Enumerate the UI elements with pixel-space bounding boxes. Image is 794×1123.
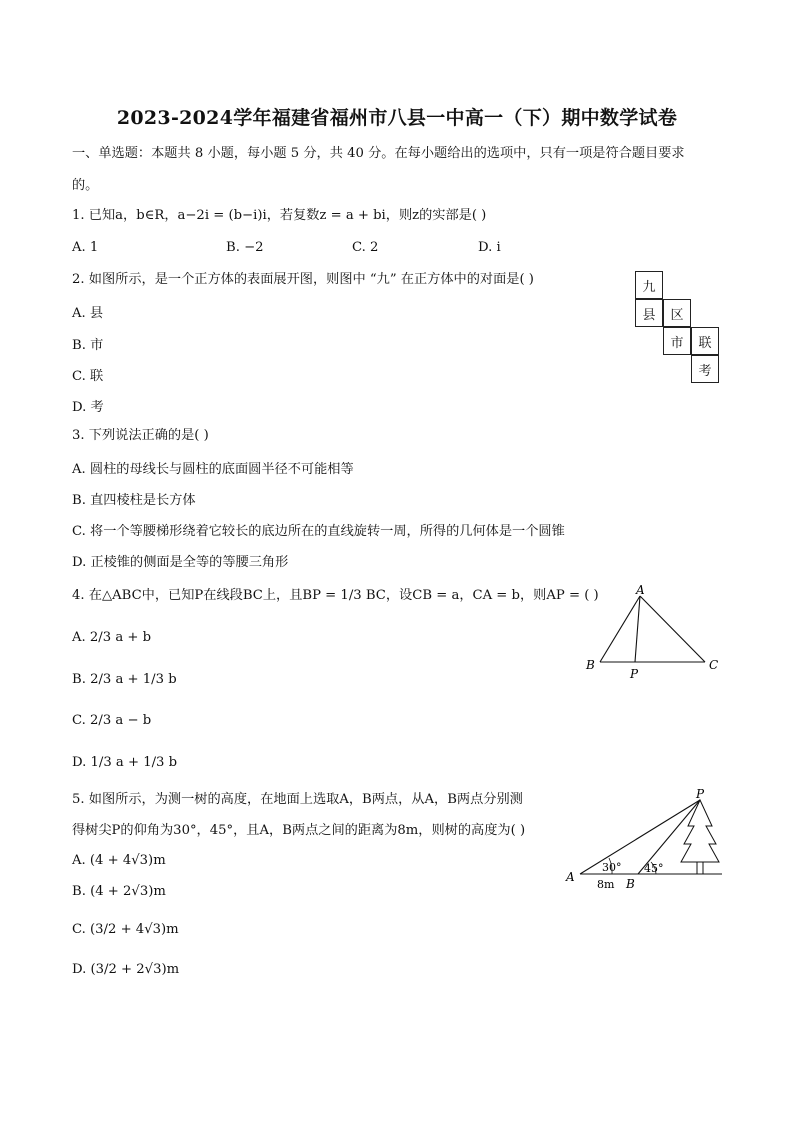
q3-option-c: C. 将一个等腰梯形绕着它较长的底边所在的直线旋转一周，所得的几何体是一个圆锥 [72,524,565,539]
q3-option-b: B. 直四棱柱是长方体 [72,493,196,508]
q4-option-c: C. 2/3 a − b [72,713,152,728]
q1-option-a: A. 1 [72,240,99,255]
q5-option-a: A. (4 + 4√3)m [72,853,166,868]
section-header [72,145,685,163]
section-header-line2: 的。 [72,178,99,193]
q1-option-d: D. i [478,240,501,255]
side-ac [640,596,705,662]
label-b: B [586,658,595,672]
q3-option-d: D. 正棱锥的侧面是全等的等腰三角形 [72,555,289,570]
net-cell-5: 联 [691,327,719,355]
side-ab [600,596,640,662]
q2-option-a: A. 县 [72,306,104,321]
label-p: P [696,787,705,801]
sight-line-a [580,800,700,874]
angle-45-label: 45° [644,862,664,875]
net-cell-6: 考 [691,355,719,383]
section-header-line1: 一、单选题：本题共 8 小题，每小题 5 分，共 40 分。在每小题给出的选项中，只有一项是符合题目要求 [72,146,685,161]
tree-height-figure [560,786,730,894]
net-cell-2: 县 [635,299,663,327]
q2-stem: 2. 如图所示，是一个正方体的表面展开图，则图中 “九” 在正方体中的对面是( ) [72,272,534,287]
exam-title: 2023-2024学年福建省福州市八县一中高一（下）期中数学试卷 [116,107,678,129]
q1-option-b: B. −2 [226,240,264,255]
q2-option-d: D. 考 [72,400,104,415]
q4-option-b: B. 2/3 a + 1/3 b [72,672,177,687]
q3-stem: 3. 下列说法正确的是( ) [72,428,209,443]
net-cell-1: 九 [635,271,663,299]
net-cell-4: 市 [663,327,691,355]
q4-option-a: A. 2/3 a + b [72,630,152,645]
label-c: C [709,658,719,672]
q1-stem: 1. 已知a，b∈R，a−2i = (b−i)i，若复数z = a + bi，则z的实部是( ) [72,208,487,223]
label-b: B [626,877,635,891]
q4-stem: 4. 在△ABC中，已知P在线段BC上，且BP = 1/3 BC，设CB = a，CA = b，则AP = ( ) [72,588,599,603]
q5-option-b: B. (4 + 2√3)m [72,884,166,899]
triangle-abc-figure [580,582,725,682]
q5-option-d: D. (3/2 + 2√3)m [72,962,180,977]
q5-option-c: C. (3/2 + 4√3)m [72,922,179,937]
q5-stem-line2: 得树尖P的仰角为30°，45°，且A，B两点之间的距离为8m，则树的高度为( ) [72,823,526,838]
net-cell-3: 区 [663,299,691,327]
label-a: A [636,583,645,597]
label-a: A [566,870,575,884]
distance-label: 8m [597,878,615,891]
angle-30-label: 30° [602,861,622,874]
label-p: P [630,667,639,681]
q5-stem-line1: 5. 如图所示，为测一树的高度，在地面上选取A，B两点，从A，B两点分别测 [72,792,523,807]
segment-ap [635,596,640,662]
q2-option-c: C. 联 [72,369,104,384]
q2-option-b: B. 市 [72,338,104,353]
q1-option-c: C. 2 [352,240,379,255]
tree-icon [681,800,719,874]
q3-option-a: A. 圆柱的母线长与圆柱的底面圆半径不可能相等 [72,462,354,477]
q4-option-d: D. 1/3 a + 1/3 b [72,755,178,770]
